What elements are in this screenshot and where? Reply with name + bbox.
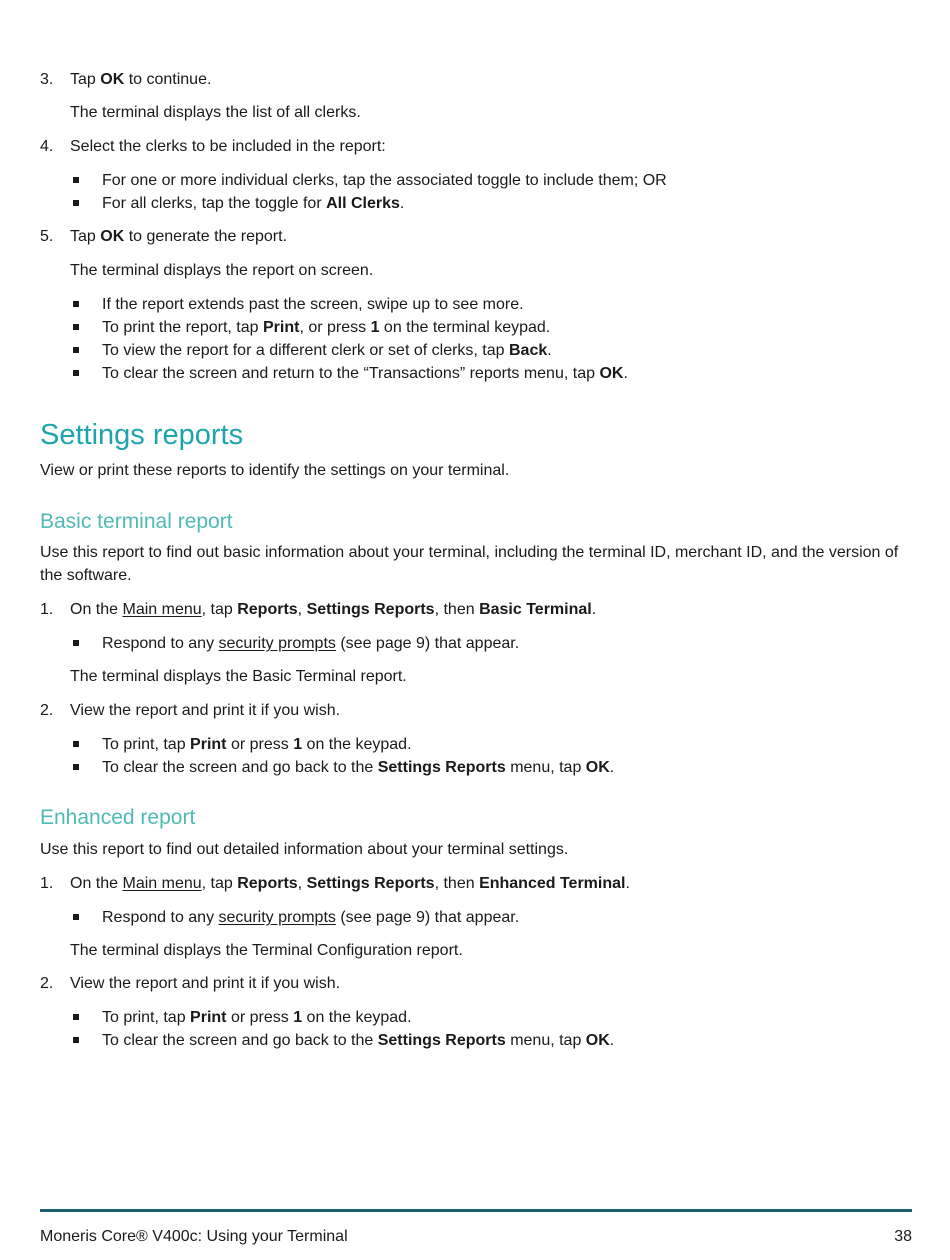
main-menu-link[interactable]: Main menu [122,601,202,618]
section-heading-settings-reports: Settings reports [40,419,244,451]
step-number: 2. [40,702,54,719]
main-menu-link[interactable]: Main menu [122,875,202,892]
step-3-note: The terminal displays the list of all clerks. [70,104,361,121]
step-number: 5. [40,228,54,245]
step-number: 1. [40,601,54,618]
bullet-item: For all clerks, tap the toggle for All Clerks. [102,192,404,215]
document-page: 3. Tap OK to continue. The terminal displays the list of all clerks. 4. Select the clerks to be included in the report: For one or more individual clerks, tap the associated toggle to include them; OR For all clerks, tap the toggle for All Clerks. 5. Tap OK to generate the report. The terminal displays the report on screen. If the report extends past the screen, swipe up to see more. To print the report, tap Print, or press 1 on the terminal keypad. To view the report for a different clerk or set of clerks, tap Back. To clear the screen and return to the “Transactions” reports menu, tap OK. Settings reports View or print these reports to identify the settings on your terminal. Basic terminal report Use this report to find out basic information about your terminal, including the terminal ID, merchant ID, and the version of the software. 1. On the Main menu, tap Reports, Settings Reports, then Basic Terminal. Respond to any security prompts (see page 9) that appear. The terminal displays the Basic Terminal report. 2. View the report and print it if you wish. To print, tap Print or press 1 on the keypad. To clear the screen and go back to the Settings Reports menu, tap OK. Enhanced report Use this report to find out detailed information about your terminal settings. 1. On the Main menu, tap Reports, Settings Reports, then Enhanced Terminal. Respond to any security prompts (see page 9) that appear. The terminal displays the Terminal Configuration report. 2. View the report and print it if you wish. To print, tap Print or press 1 on the keypad. To clear the screen and go back to the Settings Reports menu, tap OK. Moneris Core® V400c: Using your Terminal 38 [40,0,912,1260]
step-number: 4. [40,138,54,155]
footer-page-number: 38 [894,1228,912,1245]
bullet-item: To print the report, tap Print, or press 1 on the terminal keypad. [102,316,550,339]
step-5-note: The terminal displays the report on screen. [70,262,374,279]
bullet-item: To print, tap Print or press 1 on the keypad. [102,733,412,756]
subsection-heading-basic-terminal-report: Basic terminal report [40,510,233,533]
security-prompts-link[interactable]: security prompts [218,635,336,652]
bullet-item: Respond to any security prompts (see page 9) that appear. [102,906,519,929]
step-number: 3. [40,71,54,88]
section-intro: View or print these reports to identify the settings on your terminal. [40,462,510,479]
step-number: 1. [40,875,54,892]
bullet-item: To clear the screen and go back to the Settings Reports menu, tap OK. [102,756,614,779]
subsection-intro: Use this report to find out basic information about your terminal, including the terminal ID, merchant ID, and the version of the software. [40,544,899,584]
subsection-intro: Use this report to find out detailed information about your terminal settings. [40,841,569,858]
bullet-item: To clear the screen and return to the “Transactions” reports menu, tap OK. [102,362,628,385]
step-number: 2. [40,975,54,992]
bullet-item: If the report extends past the screen, swipe up to see more. [102,293,524,316]
footer-divider [40,1209,912,1212]
enhanced-step-1-note: The terminal displays the Terminal Configuration report. [70,942,463,959]
security-prompts-link[interactable]: security prompts [218,909,336,926]
bullet-item: To print, tap Print or press 1 on the keypad. [102,1006,412,1029]
basic-step-1-note: The terminal displays the Basic Terminal report. [70,668,407,685]
bullet-item: For one or more individual clerks, tap the associated toggle to include them; OR [102,169,667,192]
subsection-heading-enhanced-report: Enhanced report [40,806,196,829]
bullet-item: To view the report for a different clerk or set of clerks, tap Back. [102,339,552,362]
footer-document-title: Moneris Core® V400c: Using your Terminal [40,1228,348,1245]
bullet-item: To clear the screen and go back to the Settings Reports menu, tap OK. [102,1029,614,1052]
bullet-item: Respond to any security prompts (see page 9) that appear. [102,632,519,655]
